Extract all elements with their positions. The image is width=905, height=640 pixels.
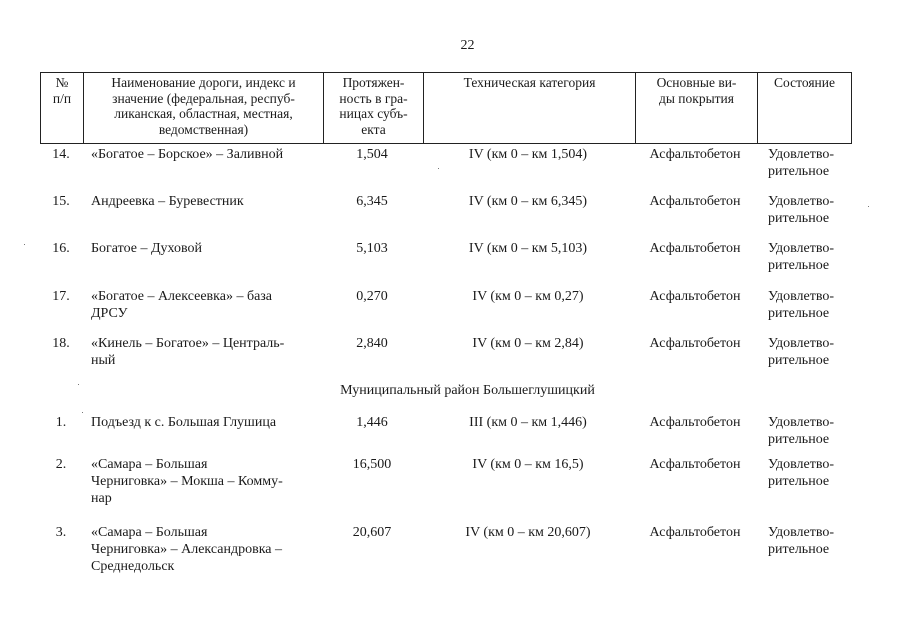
road-name: [91, 335, 321, 369]
road-category: IV (км 0 – км 2,84): [472, 336, 584, 351]
header-num-line: №: [55, 75, 69, 90]
road-state: [768, 146, 852, 180]
header-name-line: значение (федеральная, респуб-: [112, 90, 295, 106]
road-coverage: Асфальтобетон: [649, 289, 741, 304]
road-length: 5,103: [356, 241, 388, 256]
road-name-line: «Богатое – Алексеевка» – база: [91, 289, 273, 304]
road-category: III (км 0 – км 1,446): [469, 415, 587, 430]
header-coverage: [635, 73, 757, 143]
road-coverage: Асфальтобетон: [649, 457, 741, 472]
row-number: 14.: [52, 147, 70, 162]
road-name-line: ДРСУ: [91, 306, 128, 321]
road-category: IV (км 0 – км 1,504): [468, 147, 588, 162]
road-name: [91, 240, 321, 257]
header-category: [423, 73, 635, 143]
road-state-line: рительное: [768, 258, 830, 273]
road-name-line: Подъезд к с. Большая Глушица: [91, 415, 277, 430]
header-num-line: п/п: [52, 90, 72, 106]
row-number: 17.: [52, 289, 70, 304]
scan-speck: [82, 412, 83, 413]
scan-speck: [868, 206, 869, 207]
header-length: [323, 73, 423, 143]
road-name-line: нар: [91, 491, 112, 506]
road-category: IV (км 0 – км 0,27): [472, 289, 584, 304]
header-name-line: ведомственная): [158, 121, 249, 137]
road-state-line: Удовлетво-: [768, 336, 834, 351]
road-state-line: рительное: [768, 164, 830, 179]
road-name: [91, 146, 321, 163]
header-category-line: Техническая категория: [463, 75, 596, 90]
road-state-line: Удовлетво-: [768, 525, 834, 540]
road-length: 1,446: [356, 415, 388, 430]
road-name: [91, 414, 321, 431]
road-name-line: «Самара – Большая: [91, 525, 208, 540]
section-title: Муниципальный район Большеглушицкий: [340, 383, 595, 398]
road-name-line: ный: [91, 353, 116, 368]
road-length: 1,504: [356, 147, 388, 162]
road-name: [91, 288, 321, 322]
road-state-line: рительное: [768, 353, 830, 368]
header-name-line: Наименование дороги, индекс и: [111, 75, 296, 90]
scan-speck: [24, 244, 25, 245]
road-state-line: рительное: [768, 432, 830, 447]
header-coverage-line: Основные ви-: [656, 75, 737, 90]
road-name: [91, 524, 321, 575]
header-num: [41, 73, 83, 143]
header-length-line: ность в гра-: [339, 90, 408, 106]
page-number: 22: [460, 38, 475, 53]
road-state-line: рительное: [768, 474, 830, 489]
road-category: IV (км 0 – км 5,103): [468, 241, 588, 256]
road-state-line: Удовлетво-: [768, 241, 834, 256]
road-state-line: рительное: [768, 542, 830, 557]
road-name-line: «Богатое – Борское» – Заливной: [91, 147, 284, 162]
road-name-line: Богатое – Духовой: [91, 241, 202, 256]
road-coverage: Асфальтобетон: [649, 194, 741, 209]
road-name-line: «Кинель – Богатое» – Централь-: [91, 336, 285, 351]
road-state-line: Удовлетво-: [768, 289, 834, 304]
road-state: [768, 193, 852, 227]
road-coverage: Асфальтобетон: [649, 241, 741, 256]
row-number: 15.: [52, 194, 70, 209]
header-length-line: Протяжен-: [342, 75, 405, 90]
row-number: 2.: [55, 457, 67, 472]
road-name: [91, 456, 321, 507]
road-category: IV (км 0 – км 20,607): [465, 525, 591, 540]
road-name-line: Черниговка» – Мокша – Комму-: [91, 474, 283, 489]
road-name-line: «Самара – Большая: [91, 457, 208, 472]
road-name: [91, 193, 321, 210]
road-length: 20,607: [352, 525, 392, 540]
scan-speck: [438, 168, 439, 169]
header-state: [757, 73, 851, 143]
road-state-line: Удовлетво-: [768, 457, 834, 472]
road-state: [768, 335, 852, 369]
road-coverage: Асфальтобетон: [649, 525, 741, 540]
road-name-line: Черниговка» – Александровка –: [91, 542, 282, 557]
road-name-line: Андреевка – Буревестник: [91, 194, 244, 209]
road-category: IV (км 0 – км 6,345): [468, 194, 588, 209]
header-coverage-line: ды покрытия: [658, 90, 734, 106]
row-number: 18.: [52, 336, 70, 351]
road-state: [768, 524, 852, 558]
road-state-line: Удовлетво-: [768, 415, 834, 430]
header-name-line: ликанская, областная, местная,: [114, 106, 293, 121]
header-length-line: ницах субъ-: [339, 106, 408, 121]
table-header: [40, 72, 852, 144]
road-length: 6,345: [356, 194, 388, 209]
road-length: 0,270: [356, 289, 388, 304]
row-number: 1.: [55, 415, 67, 430]
road-coverage: Асфальтобетон: [649, 336, 741, 351]
scan-speck: [78, 384, 79, 385]
road-length: 2,840: [356, 336, 388, 351]
road-state-line: Удовлетво-: [768, 147, 834, 162]
row-number: 16.: [52, 241, 70, 256]
road-name-line: Среднедольск: [91, 559, 175, 574]
road-coverage: Асфальтобетон: [649, 147, 741, 162]
road-state-line: Удовлетво-: [768, 194, 834, 209]
road-category: IV (км 0 – км 16,5): [472, 457, 584, 472]
road-state-line: рительное: [768, 211, 830, 226]
header-state-line: Состояние: [774, 75, 835, 90]
road-coverage: Асфальтобетон: [649, 415, 741, 430]
header-length-line: екта: [361, 121, 386, 137]
row-number: 3.: [55, 525, 67, 540]
road-state: [768, 414, 852, 448]
road-state: [768, 288, 852, 322]
header-name: [83, 73, 323, 143]
road-state: [768, 240, 852, 274]
road-state: [768, 456, 852, 490]
road-length: 16,500: [352, 457, 392, 472]
road-state-line: рительное: [768, 306, 830, 321]
